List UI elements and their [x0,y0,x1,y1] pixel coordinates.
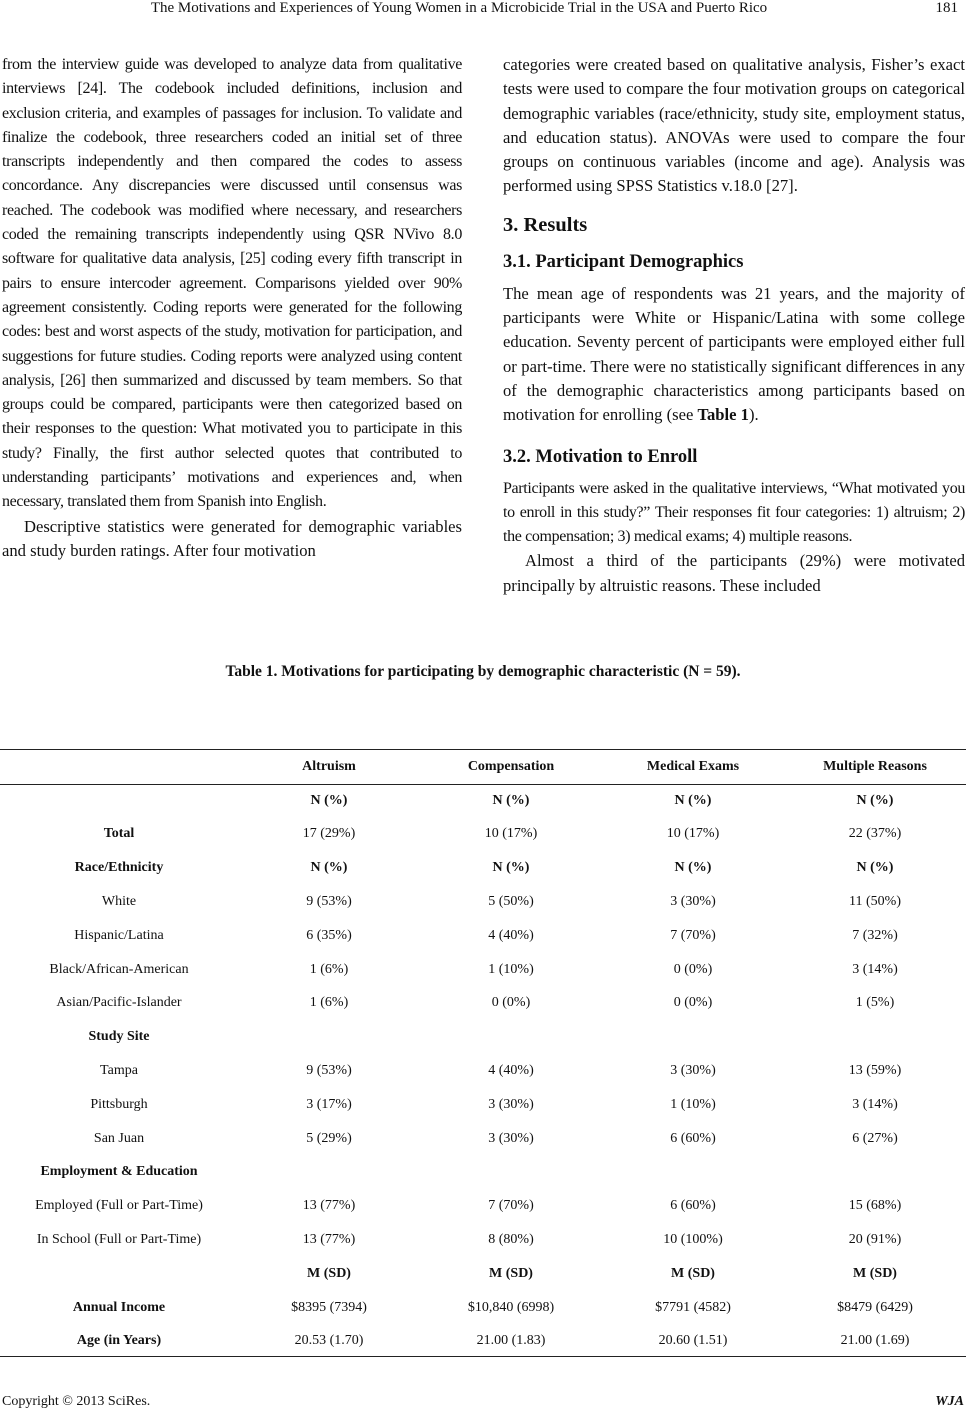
table-cell: 7 (70%) [488,1198,534,1214]
table-cell: 20.53 (1.70) [294,1333,364,1349]
table-body [0,784,966,1359]
table-row [0,1156,966,1190]
table-row [0,1325,966,1359]
table-cell: N (%) [856,860,894,876]
row-label-cell: Employment & Education [40,1164,198,1180]
table-cell: 6 (35%) [306,927,352,943]
row-label-cell: San Juan [93,1130,145,1146]
table-row [0,851,966,885]
table-cell: 9 (53%) [306,1063,352,1079]
table-cell: 20.60 (1.51) [658,1333,728,1349]
table-cell: 6 (60%) [670,1130,716,1146]
table-cell: 3 (30%) [488,1096,534,1112]
page-number: 181 [935,0,958,16]
table-cell: N (%) [492,860,530,876]
table-cell: 1 (6%) [309,961,349,977]
table-cell [602,1156,784,1190]
table-cell: 1 (5%) [855,995,895,1011]
paragraph-altruism: Almost a third of the participants (29%) were motivated principally by altruistic reasons. These included [503,551,965,595]
table-cell [420,1020,602,1054]
table-cell: 8 (80%) [488,1232,534,1248]
row-label-cell: Study Site [88,1029,150,1045]
paragraph-methods-coding: from the interview guide was developed to analyze data from qualitative interviews [24]. The codebook included definitions, inclusion and exclusion criteria, and examples of passages for inclusion. To validate and finalize the codebook, three researchers coded an initial set of three transcripts independently and then compared the codes to assess concordance. Any discrepancies were discussed until consensus was reached. The codebook was modified where necessary, and researchers coded the remaining transcripts independently using QSR NVivo 8.0 software for qualitative data analysis, [25] coding every fifth transcript in pairs to ensure intercoder agreement. Comparisons yielded over 90% agreement consistently. Coding reports were generated for the following codes: best and worst aspects of the study, motivation for participation, and suggestions for future studies. Coding reports were analyzed using content analysis, [26] then summarized and discussed by team members. So that groups could be compared, participants were then categorized based on their responses to the question: What motivated you to participate in this study? Finally, the first author selected quotes that contributed to understanding participants’ motivations and experiences and, when necessary, translated them from Spanish into English. [2,56,462,511]
table-row [0,987,966,1021]
paragraph-analysis: categories were created based on qualitative analysis, Fisher’s exact tests were used to compare the four motivation groups on categorical demographic variables (race/ethnicity, study site, employment status, and education status). ANOVAs were used to compare the four groups on continuous variables (income and age). Analysis was performed using SPSS Statistics v.18.0 [27]. [503,55,965,196]
table-cell: 15 (68%) [848,1198,902,1214]
table-cell: 3 (17%) [306,1096,352,1112]
table-cell: 13 (77%) [302,1232,356,1248]
table-cell: $10,840 (6998) [467,1299,555,1315]
table-cell: 10 (17%) [484,826,538,842]
table-cell [238,1156,420,1190]
row-label-cell: Total [103,826,135,842]
demographics-text: The mean age of respondents was 21 years, and the majority of participants were White or Hispanic/Latina with some college education. Seventy percent of participants were employed either full or part-time. There were no statistically significant differences in any of the demographic characteristics among participants based on motivation for enrolling (see [503,283,965,425]
table-cell: M (SD) [307,1265,351,1281]
table-row [0,1122,966,1156]
table-cell: 0 (0%) [491,995,531,1011]
table-row [0,1223,966,1257]
table-cell: 0 (0%) [673,961,713,977]
demographics-text-end: ). [748,405,759,425]
table-cell [420,1156,602,1190]
table-cell: 3 (14%) [852,961,898,977]
demographics-table [0,750,966,1358]
table-cell: 11 (50%) [849,894,901,910]
table-cell: 6 (27%) [852,1130,898,1146]
table-cell: 4 (40%) [488,1063,534,1079]
table-cell: M (SD) [853,1265,897,1281]
table-cell: 1 (10%) [488,961,534,977]
table-cell: 3 (30%) [670,1063,716,1079]
row-label-cell: Black/African-American [49,961,189,977]
table-row [0,1291,966,1325]
table-cell: 3 (30%) [488,1130,534,1146]
table-caption: Table 1. Motivations for participating by demographic characteristic (N = 59). [225,663,741,680]
table-cell [784,1156,966,1190]
table-cell: 9 (53%) [306,894,352,910]
table-row [0,1189,966,1223]
table-row [0,1088,966,1122]
table-row [0,784,966,818]
table-reference-link[interactable]: Table 1 [697,405,749,425]
table-header-cell [0,750,238,784]
row-label-cell: Asian/Pacific-Islander [56,995,182,1011]
paragraph-motivation: Participants were asked in the qualitative interviews, “What motivated you to enroll in this study?” Their responses fit four categories: 1) altruism; 2) the compensation; 3) medical exams; 4) multiple reasons. [503,479,965,546]
row-label-cell: Annual Income [72,1299,166,1315]
table-row [0,1020,966,1054]
table-row [0,1054,966,1088]
table-cell [238,1020,420,1054]
table-cell: N (%) [310,860,348,876]
table-cell: 3 (14%) [852,1096,898,1112]
table-cell: 3 (30%) [670,894,716,910]
row-label-cell: Employed (Full or Part-Time) [35,1198,203,1214]
row-label-cell: Hispanic/Latina [74,927,164,943]
table-cell: 0 (0%) [673,995,713,1011]
table-cell: 13 (59%) [848,1063,902,1079]
table-header-cell: Altruism [302,758,356,774]
table-cell: 22 (37%) [848,826,902,842]
table-cell: 10 (17%) [666,826,720,842]
paragraph-demographics [503,282,965,428]
row-label-cell: Race/Ethnicity [74,860,164,876]
table-cell: M (SD) [489,1265,533,1281]
table-cell: M (SD) [671,1265,715,1281]
table-header-cell: Medical Exams [646,758,740,774]
table-cell: $7791 (4582) [655,1299,731,1315]
table-cell: 1 (10%) [670,1096,716,1112]
table-cell: $8479 (6429) [837,1299,913,1315]
left-column [2,53,462,563]
subsection-heading-demographics: 3.1. Participant Demographics [503,251,744,272]
row-label-cell: Age (in Years) [76,1333,162,1349]
table-cell: 6 (60%) [670,1198,716,1214]
table-cell: 4 (40%) [488,927,534,943]
table-cell: $8395 (7394) [291,1299,367,1315]
table-row [0,919,966,953]
table-cell: N (%) [674,792,712,808]
table-header-cell: Compensation [467,758,555,774]
table-cell: 10 (100%) [663,1232,723,1248]
table-cell: N (%) [856,792,894,808]
table-cell: 1 (6%) [309,995,349,1011]
table-cell: 5 (50%) [488,894,534,910]
table-cell: 20 (91%) [848,1232,902,1248]
table-row [0,818,966,852]
row-label-cell: Pittsburgh [90,1096,148,1112]
table-cell: 7 (70%) [670,927,716,943]
section-heading-results: 3. Results [503,213,588,236]
table-row [0,1257,966,1291]
table-header-cell: Multiple Reasons [823,758,927,774]
journal-abbreviation: WJA [935,1394,964,1409]
row-label-cell: Tampa [100,1063,138,1079]
table-cell: 13 (77%) [302,1198,356,1214]
table-cell: 17 (29%) [302,826,356,842]
page-header [24,0,958,22]
subsection-heading-motivation: 3.2. Motivation to Enroll [503,446,698,467]
table-cell [784,1020,966,1054]
table-cell: 7 (32%) [852,927,898,943]
table-row [0,885,966,919]
row-label-cell: In School (Full or Part-Time) [36,1232,202,1248]
table-cell: N (%) [492,792,530,808]
table-header-row [0,750,966,784]
table-cell: 21.00 (1.69) [840,1333,910,1349]
paragraph-descriptive-stats: Descriptive statistics were generated for demographic variables and study burden ratings. After four motivation [2,516,462,560]
table-cell: N (%) [310,792,348,808]
table-cell: N (%) [674,860,712,876]
table-cell [602,1020,784,1054]
running-title: The Motivations and Experiences of Young Women in a Microbicide Trial in the USA and Puerto Rico [150,0,768,16]
table-cell: 21.00 (1.83) [476,1333,546,1349]
copyright-notice: Copyright © 2013 SciRes. [2,1394,151,1409]
row-label-cell [0,784,238,818]
table-row [0,953,966,987]
table-cell: 5 (29%) [306,1130,352,1146]
row-label-cell: White [101,894,137,910]
right-column [503,53,965,598]
row-label-cell [0,1257,238,1291]
